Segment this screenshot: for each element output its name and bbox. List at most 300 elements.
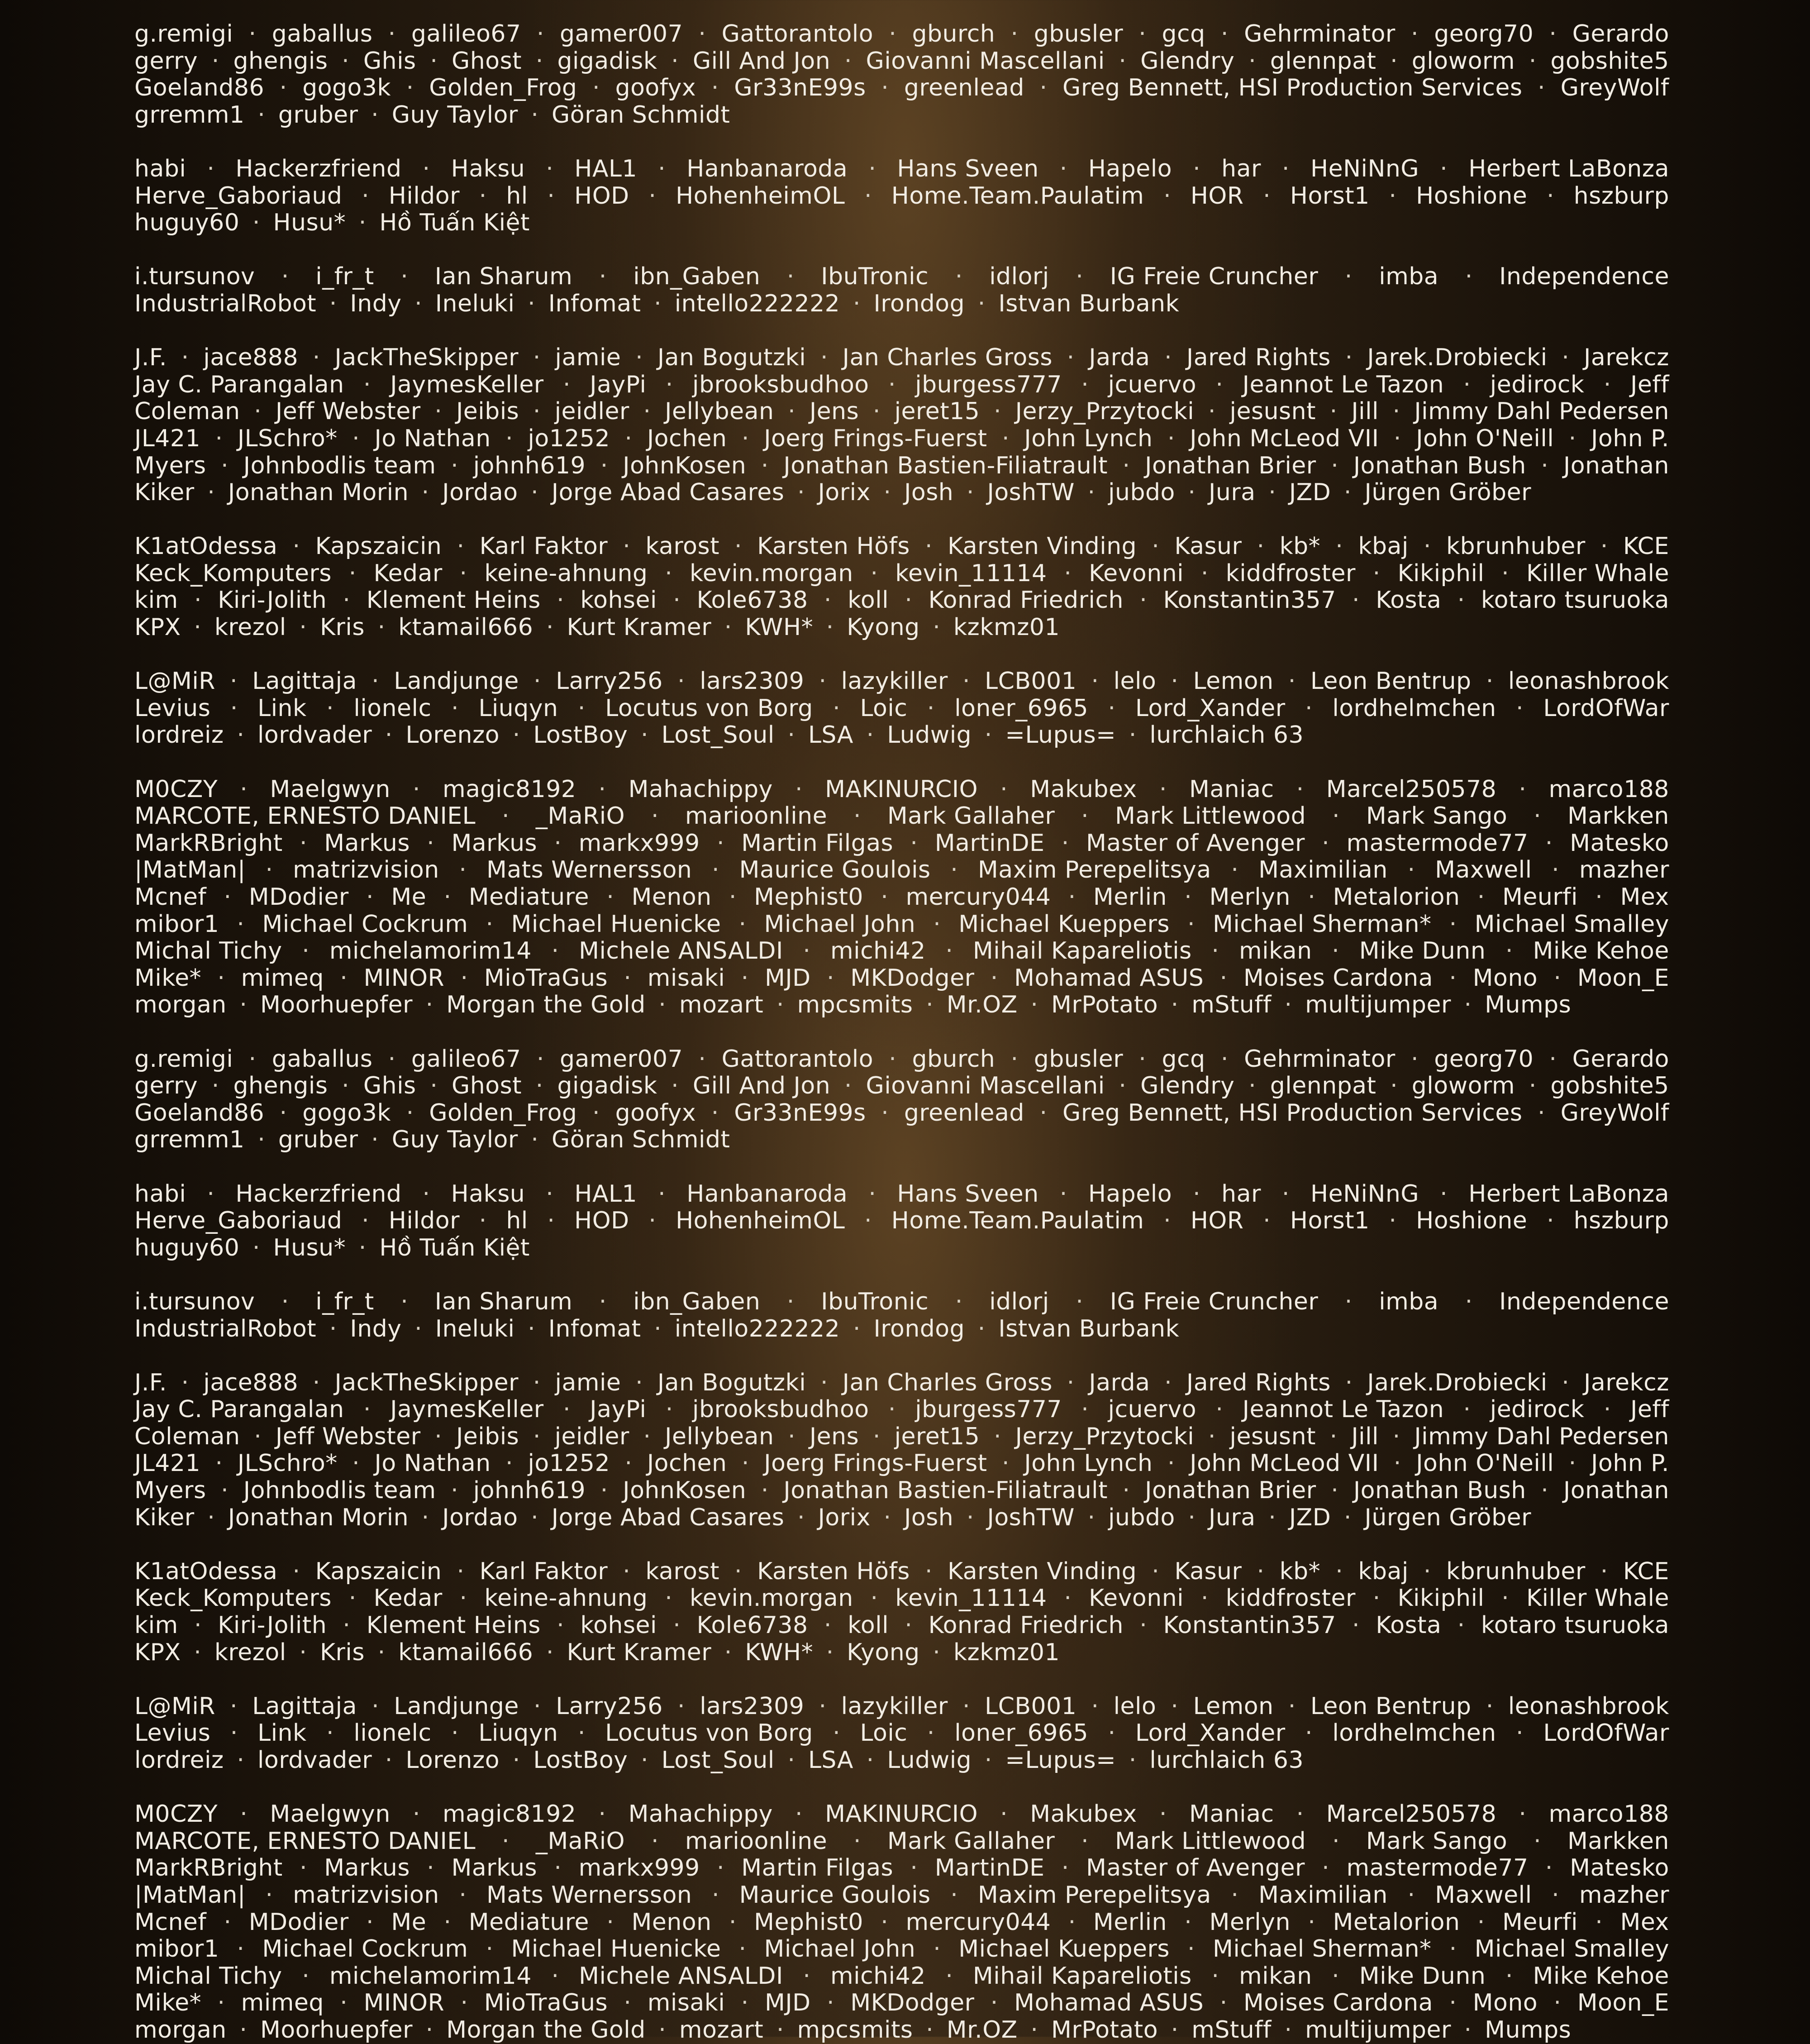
credits-section-g <box>134 21 1669 129</box>
separator-dot: · <box>371 101 379 129</box>
contributor-name: Mihail Kapareliotis <box>972 1962 1192 1990</box>
separator-dot: · <box>207 479 215 506</box>
separator-dot: · <box>299 1638 307 1666</box>
separator-dot: · <box>984 721 992 749</box>
contributor-name: Mahachippy <box>628 1800 773 1828</box>
contributor-name: gruber <box>278 101 358 129</box>
separator-dot: · <box>230 1692 238 1720</box>
contributor-name: Istvan Burbank <box>998 1315 1180 1342</box>
separator-dot: · <box>1529 47 1537 75</box>
contributor-name: kbaj <box>1358 533 1409 560</box>
separator-dot: · <box>528 290 536 317</box>
contributor-name: IndustrialRobot <box>134 1315 317 1342</box>
separator-dot: · <box>1001 425 1010 452</box>
separator-dot: · <box>299 829 307 857</box>
separator-dot: · <box>1516 1719 1524 1747</box>
separator-dot: · <box>1030 991 1038 1019</box>
separator-dot: · <box>342 47 350 75</box>
contributor-name: Ghis <box>363 1072 416 1100</box>
contributor-name: kotaro tsuruoka <box>1481 587 1669 614</box>
contributor-name: i.tursunov <box>134 1288 255 1315</box>
contributor-name: Josh <box>904 1504 954 1531</box>
separator-dot: · <box>1390 47 1398 75</box>
contributor-name: HOD <box>574 1207 629 1235</box>
separator-dot: · <box>1211 1962 1219 1990</box>
separator-dot: · <box>352 1450 360 1477</box>
credits-line <box>134 911 1669 938</box>
separator-dot: · <box>1389 1207 1397 1235</box>
separator-dot: · <box>292 533 300 560</box>
separator-dot: · <box>761 452 769 479</box>
contributor-name: Jeff <box>1630 1396 1669 1423</box>
contributor-name: Lagittaja <box>252 1692 357 1720</box>
contributor-name: Michael Smalley <box>1474 1935 1669 1963</box>
contributor-name: Konrad Friedrich <box>928 587 1124 614</box>
contributor-name: goofyx <box>615 74 696 102</box>
credits-line <box>134 884 1669 911</box>
contributor-name: Jay C. Parangalan <box>134 1396 344 1423</box>
separator-dot: · <box>451 694 459 722</box>
contributor-name: LostBoy <box>533 1747 628 1774</box>
contributor-name: grremm1 <box>134 101 245 129</box>
contributor-name: gerry <box>134 47 198 75</box>
separator-dot: · <box>554 1854 562 1882</box>
separator-dot: · <box>352 425 360 452</box>
separator-dot: · <box>1538 1099 1546 1127</box>
separator-dot: · <box>1081 371 1089 398</box>
contributor-name: hszburp <box>1573 1207 1669 1235</box>
separator-dot: · <box>1552 856 1560 884</box>
separator-dot: · <box>1188 1504 1196 1531</box>
separator-dot: · <box>598 775 606 803</box>
separator-dot: · <box>1281 155 1290 182</box>
separator-dot: · <box>1477 884 1485 911</box>
credits-line <box>134 453 1669 480</box>
contributor-name: jcuervo <box>1108 1396 1197 1423</box>
separator-dot: · <box>1344 263 1353 291</box>
separator-dot: · <box>248 1045 257 1073</box>
separator-dot: · <box>1305 694 1313 722</box>
separator-dot: · <box>1423 1557 1431 1585</box>
contributor-name: John P. <box>1591 425 1669 452</box>
contributor-name: Glendry <box>1140 1072 1235 1100</box>
separator-dot: · <box>1465 1288 1473 1315</box>
separator-dot: · <box>1538 74 1546 102</box>
contributor-name: Jürgen Gröber <box>1364 1504 1531 1531</box>
contributor-name: Jorge Abad Casares <box>551 479 785 506</box>
separator-dot: · <box>252 1234 260 1261</box>
contributor-name: mikan <box>1238 1962 1312 1990</box>
contributor-name: KCE <box>1623 1557 1669 1585</box>
credits-line <box>134 372 1669 399</box>
separator-dot: · <box>221 1477 229 1504</box>
contributor-name: krezol <box>214 614 286 641</box>
separator-dot: · <box>698 1045 706 1073</box>
contributor-name: MrPotato <box>1051 2016 1158 2044</box>
separator-dot: · <box>1440 155 1448 182</box>
contributor-name: marco188 <box>1548 1800 1669 1828</box>
contributor-name: MAKINURCIO <box>825 775 978 803</box>
contributor-name: Leon Bentrup <box>1310 1692 1472 1720</box>
separator-dot: · <box>1329 398 1338 425</box>
contributor-name: Jarekcz <box>1584 344 1669 372</box>
contributor-name: John O'Neill <box>1416 425 1554 452</box>
separator-dot: · <box>422 1180 430 1208</box>
contributor-name: MDodier <box>248 1908 349 1936</box>
separator-dot: · <box>302 937 310 965</box>
contributor-name: Hoshione <box>1416 182 1528 210</box>
contributor-name: Jorix <box>818 479 871 506</box>
contributor-name: goofyx <box>615 1099 696 1127</box>
credits-section-i <box>134 263 1669 317</box>
contributor-name: Kurt Kramer <box>567 614 712 641</box>
separator-dot: · <box>546 155 554 182</box>
contributor-name: Kasur <box>1174 1557 1242 1585</box>
contributor-name: Jellybean <box>665 1423 774 1450</box>
separator-dot: · <box>239 2016 248 2044</box>
contributor-name: Coleman <box>134 1423 240 1450</box>
contributor-name: Makubex <box>1030 1800 1137 1828</box>
credits-line <box>134 1127 1669 1154</box>
separator-dot: · <box>459 559 467 587</box>
separator-dot: · <box>533 1692 542 1720</box>
separator-dot: · <box>421 479 429 506</box>
separator-dot: · <box>641 1747 649 1774</box>
separator-dot: · <box>1344 1288 1353 1315</box>
separator-dot: · <box>797 479 805 506</box>
separator-dot: · <box>1352 1612 1360 1639</box>
separator-dot: · <box>797 1504 805 1531</box>
separator-dot: · <box>427 1854 435 1882</box>
contributor-name: gaballus <box>272 20 373 48</box>
credits-line <box>134 2017 1669 2044</box>
separator-dot: · <box>955 1288 963 1315</box>
contributor-name: Josh <box>904 479 954 506</box>
separator-dot: · <box>1200 559 1209 587</box>
separator-dot: · <box>443 1908 452 1936</box>
contributor-name: Meurfi <box>1502 1908 1578 1936</box>
contributor-name: Merlyn <box>1209 884 1291 911</box>
separator-dot: · <box>265 1881 273 1909</box>
separator-dot: · <box>1345 1369 1353 1396</box>
contributor-name: hl <box>506 1207 528 1235</box>
contributor-name: gigadisk <box>557 47 657 75</box>
separator-dot: · <box>599 1288 607 1315</box>
contributor-name: Johnbodlis team <box>243 1477 436 1504</box>
separator-dot: · <box>1139 587 1148 614</box>
separator-dot: · <box>434 1423 443 1450</box>
contributor-name: Killer Whale <box>1526 1585 1669 1612</box>
separator-dot: · <box>479 1207 487 1235</box>
separator-dot: · <box>658 1180 666 1208</box>
contributor-name: Hans Sveen <box>897 155 1039 182</box>
contributor-name: Markus <box>451 1854 538 1882</box>
contributor-name: Glendry <box>1140 47 1235 75</box>
separator-dot: · <box>984 1747 992 1774</box>
separator-dot: · <box>761 1477 769 1504</box>
contributor-name: jburgess777 <box>915 371 1062 398</box>
contributor-name: Gr33nE99s <box>734 74 866 102</box>
contributor-name: Marcel250578 <box>1326 1800 1497 1828</box>
contributor-name: michi42 <box>830 937 926 965</box>
contributor-name: jamie <box>555 344 621 372</box>
separator-dot: · <box>933 1638 941 1666</box>
contributor-name: Morgan the Gold <box>446 2016 646 2044</box>
separator-dot: · <box>1562 1369 1570 1396</box>
contributor-name: Herbert LaBonza <box>1468 1180 1669 1208</box>
separator-dot: · <box>1152 1557 1160 1585</box>
separator-dot: · <box>326 1719 334 1747</box>
contributor-name: gogo3k <box>302 74 391 102</box>
separator-dot: · <box>1541 1477 1549 1504</box>
contributor-name: morgan <box>134 991 227 1019</box>
contributor-name: Maelgwyn <box>270 775 391 803</box>
contributor-name: Michael John <box>764 910 916 938</box>
contributor-name: misaki <box>647 1989 725 2017</box>
contributor-name: Karl Faktor <box>479 1557 608 1585</box>
contributor-name: Moorhuepfer <box>260 991 413 1019</box>
contributor-name: Markus <box>324 1854 410 1882</box>
contributor-name: michelamorim14 <box>329 937 532 965</box>
contributor-name: kzkmz01 <box>953 1638 1060 1666</box>
separator-dot: · <box>451 1477 459 1504</box>
contributor-name: Mark Littlewood <box>1115 802 1306 830</box>
separator-dot: · <box>406 74 414 102</box>
contributor-name: Haksu <box>451 1180 525 1208</box>
separator-dot: · <box>623 533 631 560</box>
separator-dot: · <box>1167 1450 1175 1477</box>
separator-dot: · <box>224 1908 232 1936</box>
credits-line <box>134 1450 1669 1477</box>
credits-line <box>134 425 1669 453</box>
contributor-name: |MatMan| <box>134 1881 246 1909</box>
contributor-name: koll <box>848 1612 889 1639</box>
separator-dot: · <box>479 182 487 210</box>
separator-dot: · <box>853 1827 861 1855</box>
contributor-name: Gill And Jon <box>692 1072 831 1100</box>
separator-dot: · <box>533 398 541 425</box>
contributor-name: Jonathan Bastien-Filiatrault <box>783 1477 1108 1504</box>
separator-dot: · <box>1268 1504 1277 1531</box>
separator-dot: · <box>872 1423 881 1450</box>
separator-dot: · <box>962 668 970 695</box>
contributor-name: LordOfWar <box>1543 694 1669 722</box>
contributor-name: Mark Littlewood <box>1115 1827 1306 1855</box>
contributor-name: IbuTronic <box>821 1288 929 1315</box>
contributor-name: Mike Dunn <box>1359 1962 1486 1990</box>
contributor-name: Jan Bogutzki <box>657 1369 806 1396</box>
credits-line <box>134 1289 1669 1316</box>
separator-dot: · <box>881 1099 889 1127</box>
separator-dot: · <box>1010 1045 1019 1073</box>
separator-dot: · <box>457 1557 465 1585</box>
contributor-name: ghengis <box>233 1072 328 1100</box>
separator-dot: · <box>824 587 832 614</box>
contributor-name: Lemon <box>1193 1692 1274 1720</box>
credits-line <box>134 560 1669 587</box>
contributor-name: g.remigi <box>134 20 233 48</box>
separator-dot: · <box>326 694 334 722</box>
contributor-name: Jonathan Brier <box>1145 1477 1316 1504</box>
contributor-name: Mike Dunn <box>1359 937 1486 965</box>
contributor-name: habi <box>134 1180 186 1208</box>
contributor-name: Matesko <box>1570 1854 1669 1882</box>
contributor-name: Mr.OZ <box>946 2016 1018 2044</box>
contributor-name: Ghost <box>452 1072 522 1100</box>
separator-dot: · <box>1534 1827 1542 1855</box>
separator-dot: · <box>734 533 743 560</box>
contributor-name: lars2309 <box>700 668 805 695</box>
separator-dot: · <box>531 1504 539 1531</box>
contributor-name: Independence <box>1499 263 1669 291</box>
contributor-name: glennpat <box>1270 47 1377 75</box>
separator-dot: · <box>1545 1854 1553 1882</box>
contributor-name: Loic <box>860 1719 908 1747</box>
separator-dot: · <box>422 155 430 182</box>
separator-dot: · <box>866 721 874 749</box>
separator-dot: · <box>460 1989 468 2017</box>
separator-dot: · <box>265 856 273 884</box>
contributor-name: lordhelmchen <box>1332 694 1496 722</box>
separator-dot: · <box>1268 479 1277 506</box>
contributor-name: Michal Tichy <box>134 937 282 965</box>
separator-dot: · <box>658 2016 667 2044</box>
contributor-name: Jeibis <box>456 1423 519 1450</box>
separator-dot: · <box>385 1747 393 1774</box>
separator-dot: · <box>237 1747 245 1774</box>
separator-dot: · <box>1541 452 1549 479</box>
separator-dot: · <box>1516 694 1524 722</box>
separator-dot: · <box>329 290 337 317</box>
separator-dot: · <box>363 1396 371 1423</box>
contributor-name: Guy Taylor <box>391 1126 518 1154</box>
separator-dot: · <box>933 614 941 641</box>
separator-dot: · <box>977 290 986 317</box>
separator-dot: · <box>292 1557 300 1585</box>
credits-section-j <box>134 1370 1669 1532</box>
separator-dot: · <box>624 964 632 992</box>
contributor-name: Gehrminator <box>1244 1045 1396 1073</box>
credits-line <box>134 1208 1669 1235</box>
separator-dot: · <box>1171 1692 1179 1720</box>
separator-dot: · <box>741 964 749 992</box>
separator-dot: · <box>1067 1369 1075 1396</box>
separator-dot: · <box>665 371 673 398</box>
contributor-name: Ludwig <box>887 1747 972 1774</box>
contributor-name: Makubex <box>1030 775 1137 803</box>
separator-dot: · <box>1152 533 1160 560</box>
contributor-name: HOR <box>1190 1207 1244 1235</box>
contributor-name: Levius <box>134 1719 211 1747</box>
separator-dot: · <box>658 155 666 182</box>
contributor-name: Kris <box>319 1638 365 1666</box>
separator-dot: · <box>377 1638 386 1666</box>
contributor-name: Maxwell <box>1435 856 1532 884</box>
separator-dot: · <box>1393 1450 1401 1477</box>
contributor-name: jbrooksbudhoo <box>692 371 869 398</box>
separator-dot: · <box>966 479 974 506</box>
separator-dot: · <box>1059 155 1067 182</box>
contributor-name: Jarekcz <box>1584 1369 1669 1396</box>
credits-line <box>134 803 1669 830</box>
separator-dot: · <box>881 884 889 911</box>
contributor-name: Kapszaicin <box>315 533 442 560</box>
credits-line <box>134 1882 1669 1909</box>
contributor-name: M0CZY <box>134 1800 218 1828</box>
credits-section-k <box>134 533 1669 641</box>
separator-dot: · <box>1534 802 1542 830</box>
separator-dot: · <box>803 937 811 965</box>
separator-dot: · <box>648 182 657 210</box>
contributor-name: Guy Taylor <box>391 101 518 129</box>
separator-dot: · <box>1129 1747 1137 1774</box>
separator-dot: · <box>1215 371 1224 398</box>
contributor-name: Mumps <box>1485 2016 1572 2044</box>
separator-dot: · <box>787 721 795 749</box>
contributor-name: Karsten Höfs <box>757 533 910 560</box>
contributor-name: Mark Gallaher <box>887 802 1055 830</box>
separator-dot: · <box>1215 1396 1224 1423</box>
contributor-name: lionelc <box>353 1719 432 1747</box>
contributor-name: hl <box>506 182 528 210</box>
contributor-name: Maxwell <box>1435 1881 1532 1909</box>
contributor-name: Jan Charles Gross <box>842 344 1053 372</box>
separator-dot: · <box>1392 398 1400 425</box>
contributor-name: Kiri-Jolith <box>218 1612 327 1639</box>
separator-dot: · <box>819 1692 827 1720</box>
contributor-name: Hanbanaroda <box>686 155 848 182</box>
contributor-name: Jochen <box>647 1450 727 1477</box>
separator-dot: · <box>221 452 229 479</box>
contributor-name: K1atOdessa <box>134 1557 278 1585</box>
contributor-name: Jeibis <box>456 398 519 425</box>
contributor-name: loner_6965 <box>954 694 1089 722</box>
separator-dot: · <box>535 1072 543 1100</box>
contributor-name: greenlead <box>904 1099 1024 1127</box>
contributor-name: mibor1 <box>134 910 219 938</box>
contributor-name: Greg Bennett, HSI Production Services <box>1062 1099 1523 1127</box>
separator-dot: · <box>1211 937 1219 965</box>
separator-dot: · <box>1335 1557 1343 1585</box>
contributor-name: ktamail666 <box>398 1638 533 1666</box>
contributor-name: JackTheSkipper <box>334 344 519 372</box>
credits-line <box>134 1504 1669 1532</box>
contributor-name: Ghis <box>363 47 416 75</box>
credits-line <box>134 21 1669 48</box>
contributor-name: J.F. <box>134 344 167 372</box>
contributor-name: Hackerzfriend <box>235 155 402 182</box>
separator-dot: · <box>211 47 219 75</box>
separator-dot: · <box>366 1908 374 1936</box>
contributor-name: mastermode77 <box>1346 1854 1529 1882</box>
contributor-name: Mcnef <box>134 884 207 911</box>
contributor-name: Lagittaja <box>252 668 357 695</box>
separator-dot: · <box>1549 20 1557 48</box>
contributor-name: Joerg Frings-Fuerst <box>764 425 987 452</box>
contributor-name: Kris <box>319 614 365 641</box>
separator-dot: · <box>1407 856 1415 884</box>
contributor-name: leonashbrook <box>1508 668 1669 695</box>
separator-dot: · <box>1061 829 1069 857</box>
separator-dot: · <box>844 47 852 75</box>
contributor-name: Lorenzo <box>405 721 500 749</box>
separator-dot: · <box>977 1315 986 1342</box>
contributor-name: Master of Avenger <box>1086 829 1305 857</box>
contributor-name: Lost_Soul <box>661 1747 775 1774</box>
contributor-name: _MaRiO <box>535 1827 625 1855</box>
separator-dot: · <box>671 1072 679 1100</box>
separator-dot: · <box>1200 1585 1209 1612</box>
